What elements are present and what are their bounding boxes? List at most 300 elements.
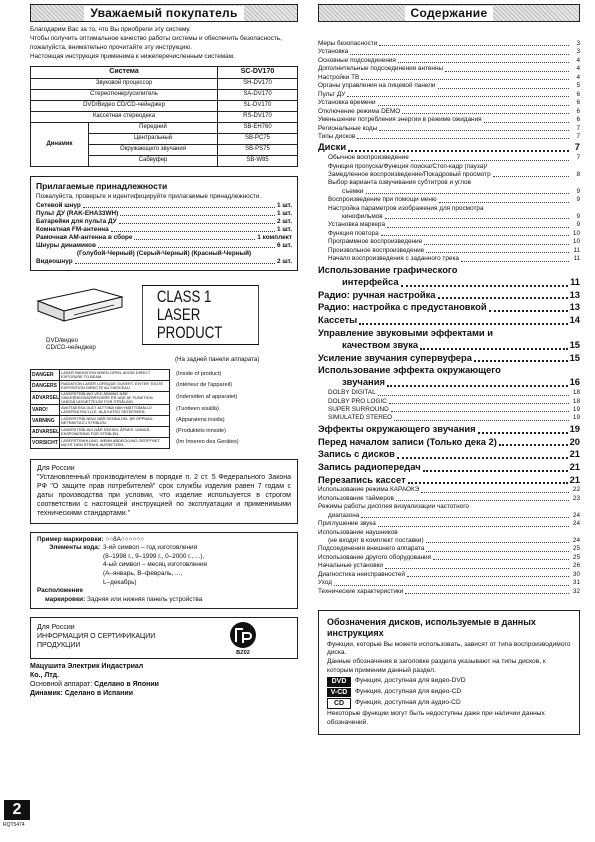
table-row — [31, 415, 298, 426]
origin-value: Сделано в Испании — [64, 689, 133, 697]
toc-entry — [318, 255, 580, 263]
component-model: RS-DV170 — [218, 112, 298, 123]
toc-entry-title: Установка маркера — [328, 221, 386, 229]
toc-page-number: 7 — [574, 141, 580, 153]
toc-entry — [318, 314, 580, 327]
toc-page-number: 13 — [569, 288, 580, 300]
toc-entry-title: Обычное воспроизведение — [328, 154, 409, 162]
toc-entry-title: Перезапись кассет — [318, 473, 406, 485]
toc-entry — [318, 230, 580, 238]
speaker-name: Сабвуфер — [89, 156, 218, 167]
toc-page-number: 21 — [569, 460, 580, 472]
toc-entry-title: Запись с дисков — [318, 448, 395, 460]
toc-entry-title: Дополнительные подсоединения антенны — [318, 65, 444, 73]
table-row — [31, 437, 298, 448]
leader-dots — [391, 411, 569, 412]
warning-code: DANGERS — [31, 380, 60, 391]
dear-customer-header — [30, 4, 298, 22]
left-column — [30, 4, 298, 698]
toc-entry — [318, 414, 580, 422]
toc-page-number: 11 — [570, 275, 580, 287]
accessory-name: Комнатная FM-антенна — [36, 225, 109, 233]
laser-label-area — [30, 277, 298, 365]
toc-entry-line: Использование эффекта окружающего — [318, 364, 501, 376]
toc-entry — [318, 352, 580, 365]
toc-entry — [318, 116, 580, 124]
warning-code: ADVARSEL — [31, 391, 60, 404]
toc-entry-title: Диски — [318, 141, 347, 153]
list-item — [36, 242, 292, 250]
toc-page-number: 15 — [569, 338, 580, 350]
leader-dots — [426, 551, 569, 552]
cert-line: ИНФОРМАЦИЯ О СЕРТИФИКАЦИИ — [37, 632, 156, 640]
toc-entry-title: Уход — [318, 579, 333, 587]
leader-dots — [348, 150, 569, 152]
leader-dots — [461, 261, 569, 262]
class-label-line: CLASS 1 — [156, 286, 212, 306]
toc-page-number: 4 — [576, 73, 580, 81]
toc-entry-title: Эффекты окружающего звучания — [318, 422, 476, 434]
toc-entry-title: Региональные коды — [318, 124, 378, 132]
accessory-qty: 1 шт. — [277, 209, 292, 217]
warning-location: (Inside of product) — [176, 371, 222, 378]
toc-entry — [318, 562, 580, 570]
table-row — [31, 391, 298, 404]
toc-page-number: 7 — [576, 154, 580, 162]
toc-entry — [318, 276, 580, 289]
cert-code: BZ02 — [236, 649, 250, 656]
speaker-cords-colors: (Голубой-Черный) (Серый-Черный) (Красный-Черный) — [76, 249, 252, 257]
toc-page-number: 30 — [572, 570, 580, 578]
toc-entry-title: съемки — [342, 187, 364, 195]
toc-page-number: 11 — [573, 246, 580, 254]
toc-entry-title: (не входят в комплект поставки) — [328, 536, 424, 544]
toc-page-number: 9 — [576, 187, 580, 195]
toc-page-number: 18 — [572, 389, 580, 397]
toc-entry — [318, 65, 580, 73]
toc-entry — [318, 486, 580, 494]
leader-dots — [378, 526, 569, 527]
toc-entry-line: Использование графического — [318, 263, 458, 275]
system-table-head — [31, 67, 298, 79]
toc-page-number: 3 — [576, 40, 580, 47]
dear-customer-title: Уважаемый покупатель — [84, 6, 243, 21]
toc-page-number: 19 — [572, 406, 580, 414]
intro-text — [30, 26, 298, 61]
toc-page-number: 24 — [572, 520, 580, 528]
toc-page-number: 26 — [572, 562, 580, 570]
toc-entry-title: Начальные установки — [318, 562, 383, 570]
warning-text: LASERSTRAHLUNG, WENN ABDECKUNG GEÖFFNET. NICHT DEM STRAHL AUSSETZEN. — [60, 437, 170, 448]
toc-page-number: 19 — [572, 414, 580, 422]
leader-dots — [474, 360, 568, 362]
toc-page-number: 6 — [576, 116, 580, 124]
leader-dots — [350, 54, 569, 55]
toc-entry — [318, 389, 580, 397]
leader-dots — [361, 517, 569, 518]
marking-example-value: ○○8А○○○○○○ — [105, 535, 145, 543]
list-item — [36, 234, 292, 242]
leader-dots — [493, 176, 569, 177]
table-row — [31, 380, 298, 391]
list-item — [36, 258, 292, 266]
toc-entry — [318, 48, 580, 56]
leader-dots — [361, 79, 569, 80]
warning-text: RADIATION LASER LORSQUE OUVERT. EVITER TOUTE EXPOSITION DIRECTE AU FAISCEAU. — [60, 380, 170, 391]
accessory-qty: 1 шт. — [277, 201, 292, 209]
toc-entry-title: DOLBY PRO LOGIC — [328, 397, 387, 405]
leader-dots — [378, 395, 569, 396]
toc-entry-line: Использование наушников — [318, 528, 398, 536]
speaker-model: SB-EH760 — [218, 123, 298, 134]
toc-page-number: 18 — [572, 397, 580, 405]
toc-entry-title: Диагностика неисправностей — [318, 570, 405, 578]
toc-page-number: 31 — [572, 579, 580, 587]
toc-entry — [318, 196, 580, 204]
warning-code: VORSICHT — [31, 437, 60, 448]
speaker-group-label: Динамик — [31, 123, 89, 167]
marking-location-label-2: маркировки: — [45, 596, 86, 604]
toc-page-number: 14 — [569, 313, 580, 325]
toc-entry-line: Управление звуковыми эффектами и — [318, 326, 494, 338]
toc-page-number: 13 — [569, 301, 580, 313]
toc-entry-title: звучания — [342, 376, 385, 388]
toc-entry-title: Пульт ДУ — [318, 90, 346, 98]
accessory-qty: 1 шт. — [277, 225, 292, 233]
accessories-intro: Пожалуйста, проверьте и идентифицируйте прилагаемые принадлежности. — [36, 192, 262, 200]
toc-page-number: 7 — [576, 124, 580, 132]
toc-entry — [318, 221, 580, 229]
toc-entry-title: Уменьшение потребления энергии в режиме ожидания — [318, 116, 482, 124]
list-item — [327, 698, 571, 709]
table-row — [31, 123, 298, 134]
marking-location-label-1: Расположение — [37, 587, 84, 595]
leader-dots — [423, 470, 568, 472]
leader-dots — [366, 193, 569, 194]
right-column — [318, 4, 580, 735]
leader-dots — [426, 252, 569, 253]
toc-entry — [318, 436, 580, 449]
speaker-model: SB-PS75 — [218, 145, 298, 156]
dvd-badge-icon: DVD — [327, 677, 351, 686]
toc-entry-title: DOLBY DIGITAL — [328, 389, 376, 397]
table-row — [31, 112, 298, 123]
toc-page-number: 4 — [576, 56, 580, 64]
toc-page-number: 24 — [572, 536, 580, 544]
toc-page-number: 15 — [569, 351, 580, 363]
toc-page-number: 21 — [569, 473, 580, 485]
toc-entry-line: Функция пропуска/Функция поиска/Стоп-кадр (пауза)/ — [328, 162, 488, 170]
list-item — [327, 688, 571, 697]
toc-entry — [318, 141, 580, 154]
toc-page-number: 4 — [576, 65, 580, 73]
toc-entry — [318, 537, 580, 545]
device-caption — [46, 337, 96, 353]
marking-example — [37, 536, 291, 545]
leader-dots — [411, 160, 569, 161]
leader-dots — [119, 218, 275, 224]
leader-dots — [359, 323, 567, 325]
leader-dots — [401, 285, 569, 287]
accessories-title: Прилагаемые принадлежности — [36, 181, 168, 192]
device-caption-line: CD/CD-чейнджер — [46, 344, 96, 352]
origin-label: Основной аппарат: — [30, 680, 93, 688]
leader-dots — [421, 492, 569, 493]
leader-dots — [396, 500, 569, 501]
marking-location-value: Задняя или нижняя панель устройства — [87, 596, 203, 604]
leader-dots — [381, 235, 569, 236]
toc-entry — [318, 448, 580, 461]
warning-code: VARO! — [31, 404, 60, 415]
toc-page-number: 8 — [576, 170, 580, 178]
leader-dots — [489, 310, 568, 312]
maker-name: Ко., Лтд. — [30, 671, 60, 679]
toc-entry-title: SIMULATED STEREO — [328, 414, 393, 422]
toc-entry-title: Типы дисков — [318, 132, 356, 140]
label-location-caption: (На задней панели аппарата) — [175, 355, 260, 363]
leader-dots — [378, 105, 569, 106]
toc-entry-title: Воспроизведение при помощи меню — [328, 196, 437, 204]
component-name: DVD/Видео CD/CD-чейнджер — [31, 101, 218, 112]
class1-laser-label — [142, 285, 259, 345]
marking-code-line: 4-ый символ – месяц изготовления — [103, 561, 207, 569]
toc-page-number: 21 — [569, 448, 580, 460]
leader-dots — [407, 576, 569, 577]
changer-unit-illustration — [34, 285, 124, 325]
warning-location: (Intérieur de l'appareil) — [176, 382, 232, 389]
toc-entry — [318, 495, 580, 503]
toc-entry — [318, 579, 580, 587]
toc-entry-title: Начало воспроизведения с заданного трека — [328, 255, 459, 263]
leader-dots — [478, 432, 568, 434]
leader-dots — [499, 444, 568, 446]
contents-title: Содержание — [405, 6, 494, 21]
toc-entry — [318, 554, 580, 562]
toc-entry-title: Запись радиопередач — [318, 460, 421, 472]
marking-codes — [37, 544, 291, 587]
leader-dots — [394, 420, 569, 421]
maker-name: Мацушита Электрик Индастриал — [30, 662, 144, 670]
toc-entry — [318, 82, 580, 90]
leader-dots — [433, 559, 569, 560]
toc-page-number: 6 — [576, 107, 580, 115]
component-name: Стереотюнер/усилитель — [31, 90, 218, 101]
toc-entry-title: Меры безопасности — [318, 40, 378, 47]
list-item — [36, 226, 292, 234]
leader-dots — [438, 297, 568, 299]
toc-entry-title: Основные подсоединения — [318, 56, 396, 64]
toc-entry-title: Установка — [318, 48, 349, 56]
toc-entry — [318, 520, 580, 528]
toc-entry — [318, 512, 580, 520]
warning-code: VARNING — [31, 415, 60, 426]
russia-service-life-box — [30, 459, 298, 524]
toc-page-number: 9 — [576, 221, 580, 229]
maker-origin-main — [30, 680, 298, 689]
warning-location: (Produktets innside) — [176, 428, 226, 435]
warning-code: DANGER — [31, 369, 60, 380]
list-item — [36, 210, 292, 218]
marking-codes-label: Элементы кода: — [48, 544, 100, 552]
toc-page-number: 3 — [576, 48, 580, 56]
accessory-name: Шнуры динамиков — [36, 241, 96, 249]
toc-entry-title: кинофильмов — [342, 212, 383, 220]
disc-description: Функция, доступная для видео-DVD — [355, 677, 466, 685]
toc-page-number: 19 — [569, 422, 580, 434]
toc-page-number: 11 — [573, 255, 580, 263]
origin-label: Динамик: — [30, 689, 63, 697]
toc-entry — [318, 545, 580, 553]
toc-page-number: 25 — [572, 553, 580, 561]
warning-location: (Im Inneren des Gerätes) — [176, 439, 239, 446]
disc-description: Функция, доступная для видео-CD — [355, 687, 462, 695]
toc-entry — [318, 154, 580, 162]
intro-line: Благодарим Вас за то, что Вы приобрели эту систему. — [30, 26, 191, 33]
warning-location: (Indersiden af apparatet) — [176, 394, 238, 401]
toc-page-number: 16 — [569, 376, 580, 388]
leader-dots — [389, 403, 569, 404]
leader-dots — [75, 258, 275, 264]
accessory-qty: 6 шт. — [277, 241, 292, 249]
toc-entry-title: Радио: настройка с предустановкой — [318, 301, 487, 313]
maker-origin-speaker — [30, 689, 298, 698]
leader-dots — [357, 138, 569, 139]
system-table — [30, 66, 298, 167]
toc-entry-title: Функция повтора — [328, 229, 379, 237]
warning-text: LASERSTRÅLING NÅR DEKSEL ÅPNES. UNNGÅ EKSPONERING FOR STRÅLEN. — [60, 426, 170, 437]
toc-entry-title: Приглушение звука — [318, 520, 376, 528]
accessory-name: Видеошнур — [36, 257, 73, 265]
list-item — [36, 202, 292, 210]
leader-dots — [439, 202, 569, 203]
toc-page-number: 9 — [576, 212, 580, 220]
warning-location: (Apparatens insida) — [176, 417, 225, 424]
toc-entry-title: качеством звука — [342, 338, 419, 350]
toc-entry — [318, 339, 580, 352]
toc-entry — [318, 588, 580, 596]
toc-entry — [318, 238, 580, 246]
toc-entry — [318, 406, 580, 414]
laser-warnings — [30, 369, 298, 449]
document-code: RQT5474 — [3, 822, 25, 828]
toc-entry — [318, 474, 580, 487]
leader-dots — [397, 457, 568, 459]
toc-entry-title: Усиление звучания супервуфера — [318, 351, 472, 363]
speaker-name: Центральный — [89, 134, 218, 145]
warning-location: (Tuotteen sisällä) — [176, 406, 219, 413]
device-caption-line: DVD/видео — [46, 336, 79, 344]
marking-box — [30, 532, 298, 609]
leader-dots — [387, 227, 569, 228]
leader-dots — [484, 122, 569, 123]
toc-entry — [318, 133, 580, 141]
toc-entry — [318, 423, 580, 436]
page-number: 2 — [4, 800, 30, 820]
toc-entry-title: Перед началом записи (Только дека 2) — [318, 435, 497, 447]
component-name: Звуковой процессор — [31, 79, 218, 90]
leader-dots — [385, 218, 569, 219]
toc-entry-line: Режимы работы дисплея визуализации частотного — [318, 503, 469, 511]
speaker-model: SB-W85 — [218, 156, 298, 167]
toc-entry-title: Отключение режима DEMO — [318, 107, 401, 115]
toc-page-number: 24 — [572, 511, 580, 519]
russia-title: Для России — [37, 464, 75, 472]
toc-entry — [318, 99, 580, 107]
toc-entry-title: Программное воспроизведение — [328, 238, 423, 246]
leader-dots — [379, 130, 569, 131]
leader-dots — [379, 45, 569, 46]
class-label-line: LASER PRODUCT — [156, 304, 223, 342]
leader-dots — [420, 348, 567, 350]
disc-box-paragraph: Некоторые функции могут быть недоступны даже при наличии данных обозначений. — [327, 710, 545, 727]
leader-dots — [347, 96, 569, 97]
toc-page-number: 10 — [572, 229, 580, 237]
warning-text: LASERSTRÅLING VED ÅBNING NÅR SIKKERHEDSAFBRYDERE ER UDE AF FUNKTION. UNDGÅ UDSÆTTELSE FOR STRÅLING. — [60, 391, 170, 404]
toc-entry-title: SUPER SURROUND — [328, 406, 389, 414]
accessory-qty: 2 шт. — [277, 217, 292, 225]
table-row — [31, 101, 298, 112]
manufacturer-info — [30, 662, 298, 698]
toc-entry — [318, 461, 580, 474]
marking-code-line: 3-ий символ – год изготовления — [103, 544, 198, 552]
warning-text: LASERSTRÅLNING NÄR DENNA DEL ÄR ÖPPNAD. BETRAKTA EJ STRÅLEN. — [60, 415, 170, 426]
disc-box-paragraph: Функции, которые Вы можете использовать, зависят от типа воспроизводимого диска. — [327, 640, 571, 657]
table-row — [31, 79, 298, 90]
component-model: SL-DV170 — [218, 101, 298, 112]
toc-entry-title: Кассеты — [318, 313, 358, 325]
intro-line: Настоящая инструкция применима к нижеперечисленным системам. — [30, 52, 235, 60]
table-row — [31, 90, 298, 101]
component-name: Кассетная стереодека — [31, 112, 218, 123]
leader-dots — [402, 113, 569, 114]
toc-entry-title: интерфейса — [342, 275, 399, 287]
speaker-name: Окружающего звучания — [89, 145, 218, 156]
marking-codes-list — [103, 544, 207, 587]
accessory-name: Батарейки для пульта ДУ — [36, 217, 117, 225]
toc-entry — [318, 571, 580, 579]
cd-badge-icon: CD — [327, 698, 351, 709]
disc-box-paragraph: Данные обозначения в заголовке раздела указывают на типы дисков, к которым применим данный раздел. — [327, 658, 546, 675]
marking-example-label: Пример маркировки: — [37, 535, 104, 543]
warning-code: ADVARSEL — [31, 426, 60, 437]
certification-box — [30, 617, 298, 659]
toc-page-number: 9 — [576, 196, 580, 204]
cert-line: ПРОДУКЦИИ — [37, 641, 81, 649]
leader-dots — [98, 242, 275, 248]
toc-entry — [318, 376, 580, 389]
list-item — [36, 218, 292, 226]
toc-entry-title: Использование режима КАРАОКЭ — [318, 486, 420, 494]
toc-entry — [318, 40, 580, 48]
accessory-qty: 1 комплект — [257, 233, 292, 241]
table-row — [31, 404, 298, 415]
toc-entry — [318, 125, 580, 133]
toc-page-number: 10 — [572, 238, 580, 246]
leader-dots — [385, 568, 569, 569]
system-col-head: Система — [31, 67, 218, 79]
disc-description: Функция, доступная для аудио-CD — [355, 699, 461, 707]
leader-dots — [408, 482, 568, 484]
accessories-box — [30, 176, 298, 271]
toc-entry-title: Использование таймеров — [318, 494, 394, 502]
disc-symbols-box — [318, 610, 580, 735]
cert-title: Для России — [37, 623, 75, 631]
toc-page-number: 20 — [569, 435, 580, 447]
toc-page-number: 6 — [576, 99, 580, 107]
leader-dots — [387, 385, 568, 387]
toc-page-number: 22 — [572, 486, 580, 494]
leader-dots — [445, 71, 569, 72]
